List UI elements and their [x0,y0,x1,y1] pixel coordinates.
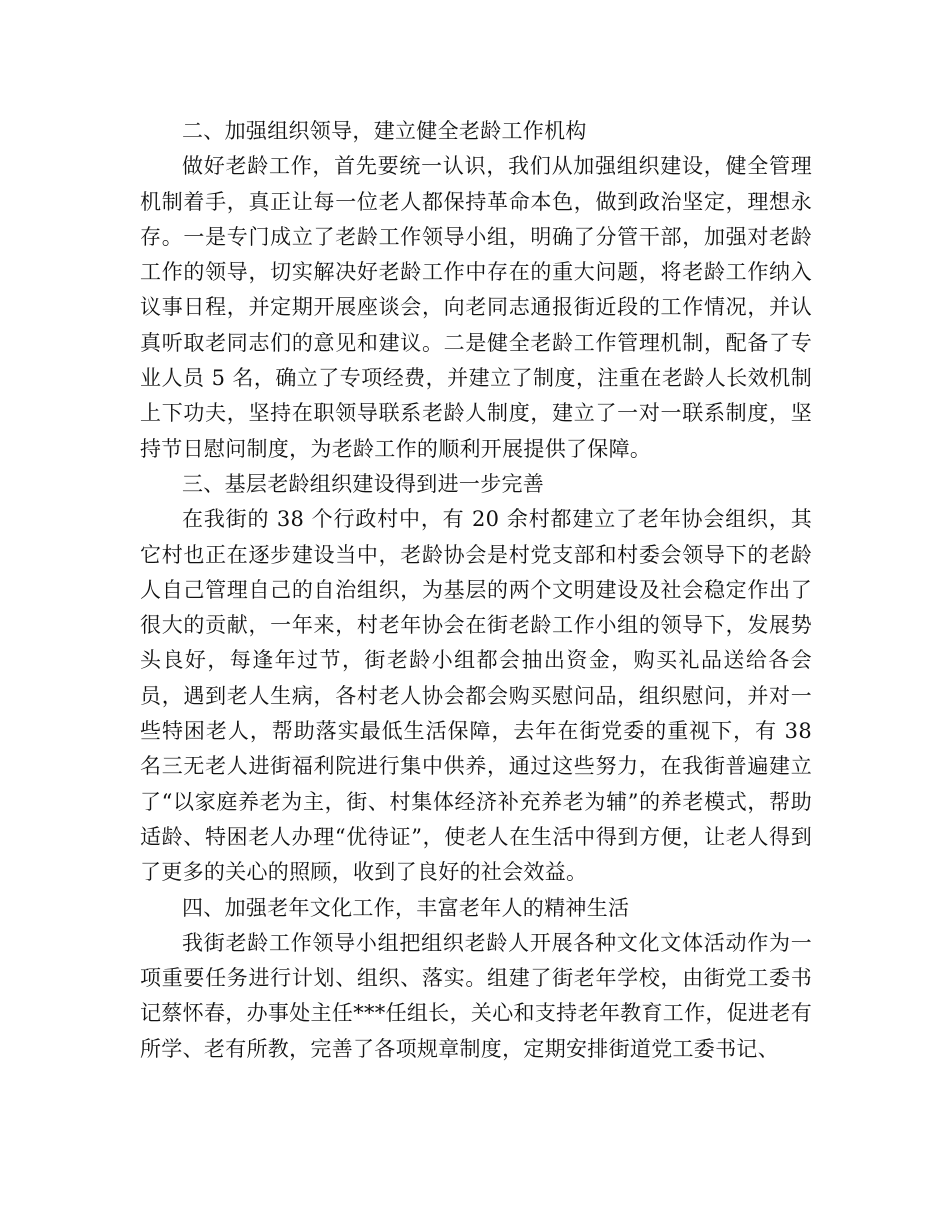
section-heading-3: 三、基层老龄组织建设得到进一步完善 [182,471,545,496]
section-heading-2: 二、加强组织领导，建立健全老龄工作机构 [182,119,587,143]
paragraph-organization: 做好老龄工作，首先要统一认识，我们从加强组织建设，健全管理机制着手，真正让每一位老人都保持革命本色，做到政治坚定，理想永存。一是专门成立了老龄工作领导小组，明确了分管干部，加强对老龄工作的领导，切实解决好老龄工作中存在的重大问题，将老龄工作纳入议事日程，并定期开展座谈会，向老同志通报街近段的工作情况，并认真听取老同志们的意见和建议。二是健全老龄工作管理机制，配备了专业人员 5 名，确立了专项经费，并建立了制度，注重在老龄人长效机制上下功夫，坚持在职领导联系老龄人制度，建立了一对一联系制度，坚持节日慰问制度，为老龄工作的顺利开展提供了保障。 [140,154,812,461]
paragraph-culture: 我街老龄工作领导小组把组织老龄人开展各种文化文体活动作为一项重要任务进行计划、组织、落实。组建了街老年学校，由街党工委书记蔡怀春，办事处主任***任组长，关心和支持老年教育工作，促进老有所学、老有所教，完善了各项规章制度，定期安排街道党工委书记、 [140,930,812,1061]
paragraph-grassroots: 在我街的 38 个行政村中，有 20 余村都建立了老年协会组织，其它村也正在逐步建设当中，老龄协会是村党支部和村委会领导下的老龄人自己管理自己的自治组织，为基层的两个文明建设及社会稳定作出了很大的贡献，一年来，村老年协会在街老龄工作小组的领导下，发展势头良好，每逢年过节，街老龄小组都会抽出资金，购买礼品送给各会员，遇到老人生病，各村老人协会都会购买慰问品，组织慰问，并对一些特困老人，帮助落实最低生活保障，去年在街党委的重视下，有 38 名三无老人进街福利院进行集中供养，通过这些努力，在我街普遍建立了“以家庭养老为主，街、村集体经济补充养老为辅”的养老模式，帮助适龄、特困老人办理“优待证”，使老人在生活中得到方便，让老人得到了更多的关心的照顾，收到了良好的社会效益。 [140,507,812,885]
document-body [140,114,812,1067]
section-heading-4: 四、加强老年文化工作，丰富老年人的精神生活 [182,895,630,920]
